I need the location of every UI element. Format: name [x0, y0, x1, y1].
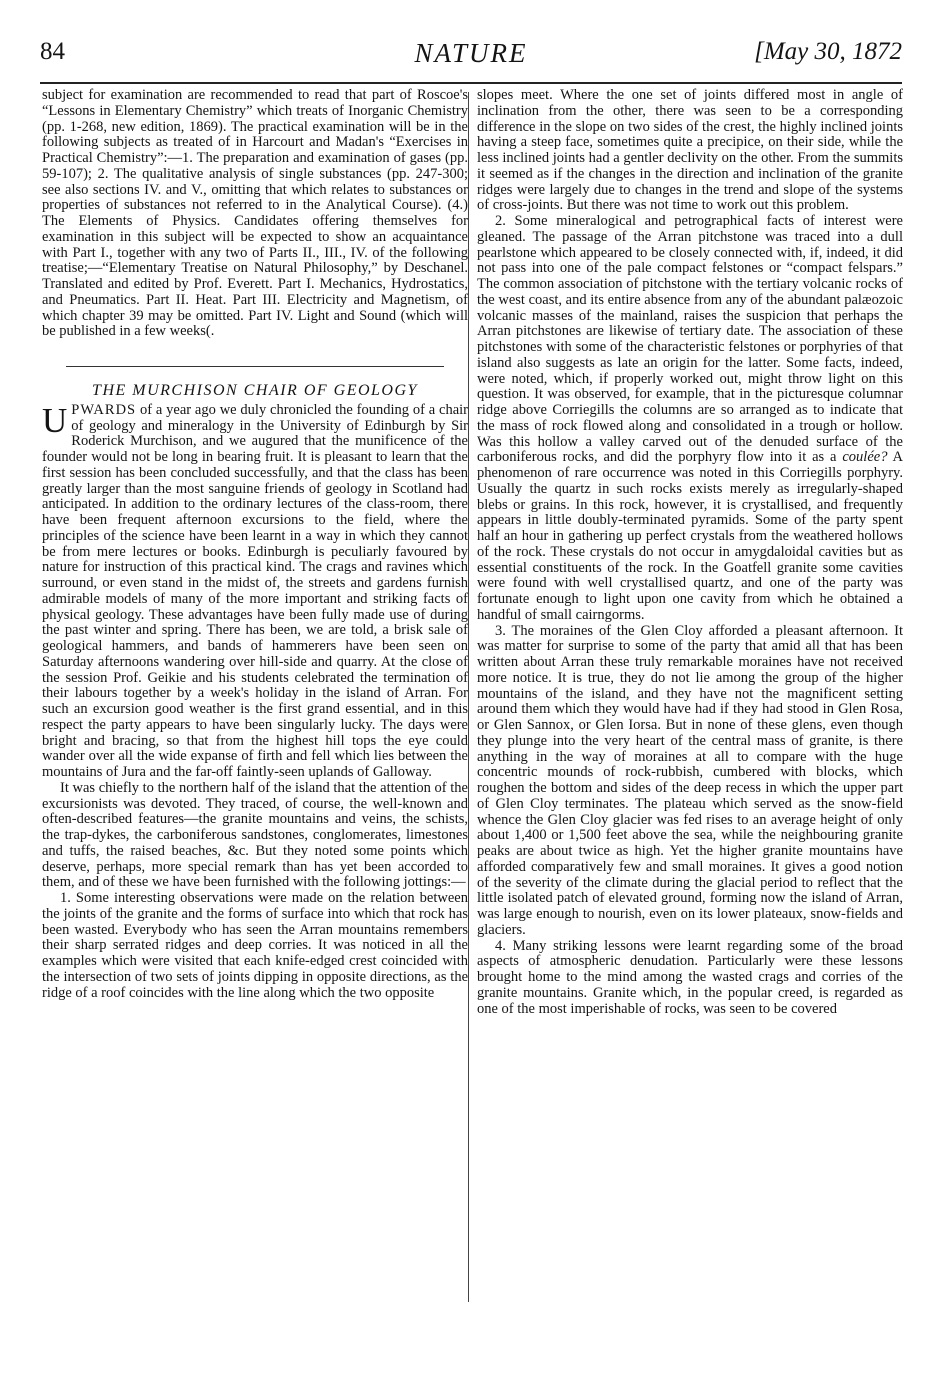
article-paragraph: 1. Some interesting observations were made on the relation between the joints of the granite and the forms of surface into which that rock has been wasted. Everybody who has seen the Arran mountains remembers their sharp serrated ridges and deep corries. It was noticed in all the examples which were visited that each knife-edged crest coincided with the intersection of two sets of joints dipping in opposite directions, as the ridge of a roof coincides with the line along which the two opposite: [42, 890, 468, 1001]
page-header: [40, 38, 902, 78]
section-divider: [66, 366, 444, 367]
article-paragraph: slopes meet. Where the one set of joints differed most in angle of inclination from the other, there was seen to be a corresponding difference in the slope on two sides of the crest, the highly inclined joints having a steep face, sometimes quite a precipice, on their side, while the less inclined joints had a gentler declivity on the other. From the summits it seemed as if the changes in the direction and inclination of the granite ridges were largely due to changes in the trend and slope of the systems of cross-joints. But there was not time to work out this problem.: [477, 87, 903, 214]
continued-paragraph: subject for examination are recommended to read that part of Roscoe's “Lessons in Elementary Chemistry” which treats of Inorganic Chemistry (pp. 1-268, new edition, 1869). The practical examination will be in the following subjects as treated of in Harcourt and Madan's “Exercises in Practical Chemistry”:—1. The preparation and examination of gases (pp. 59-107); 2. The qualitative analysis of single substances (pp. 247-300; see also sections IV. and V., omitting that which relates to substances or properties of substances not referred to in the Analytical Course). (4.) The Elements of Physics. Candidates offering themselves for examination in this subject will be expected to show an acquaintance with Part I., together with any two of Parts II., III., IV. of the following treatise;—“Elementary Treatise on Natural Philosophy,” by Deschanel. Translated and edited by Prof. Everett. Part I. Mechanics, Hydrostatics, and Pneumatics. Part II. Heat. Part III. Electricity and Magnetism, of which chapter 39 may be omitted. Part IV. Light and Sound (which will be published in a few weeks(.: [42, 87, 468, 340]
paragraph-text: A phenomenon of rare occurrence was noted in this Corriegills porphyry. Usually the quartz in such rocks exists merely as irregularly-shaped blebs or grains. In this rock, however, it is crystallised, and frequently appears in little doubly-terminated pyramids. Some of the party spent half an hour in gathering up perfect crystals from the weathered hollows of the rock. These crystals do not occur in amygdaloidal cavities but as essential constituents of the rock. In the Goatfell granite some cavities were found with well crystallised quartz, and one of the party was fortunate enough to light upon one cavity from which he obtained a handful of small cairngorms.: [477, 449, 904, 623]
article-paragraph: 3. The moraines of the Glen Cloy afforded a pleasant afternoon. It was matter for surprise to some of the party that amid all that has been written about Arran these truly remarkable moraines have not received more notice. It is true, they do not lie among the group of the higher mountains of the island, and they have not the magnificent setting around them which they would have had if they had stood in Glen Rosa, or Glen Sannox, or Glen Iorsa. But in none of these glens, even though they plunge into the very heart of the central mass of granite, is there anything in the way of moraines at all to compare with the huge concentric mounds of rock-rubbish, cumbered with blocks, which roughen the bottom and sides of the deep recess in which the upper part of Glen Cloy terminates. The plateau which served as the snow-field whence the Glen Cloy glacier was fed rises to an average height of only about 1,400 or 1,500 feet above the sea, while the neighbouring granite peaks are about twice as high. Yet the higher granite mountains have afforded comparatively few and small moraines. It gives a good notion of the severity of the climate during the glacial period to reflect that the little isolated patch of elevated ground, forming now the island of Arran, was large enough to nourish, even on its lower plateaux, snow-fields and glaciers.: [477, 622, 903, 938]
column-divider: [468, 92, 469, 1302]
journal-title: NATURE: [414, 38, 528, 68]
header-rule: [40, 82, 902, 84]
article-paragraph: It was chiefly to the northern half of the island that the attention of the excursionists was devoted. They traced, of course, the well-known and often-described features—the granite mountains and veins, the schists, the trap-dykes, the carboniferous sandstones, conglomerates, limestones and tuffs, the raised beaches, &c. But they noted some points which deserve, perhaps, more special remark than has yet been accorded to them, and of these we have been furnished with the following jottings:—: [42, 779, 468, 891]
article-title: THE MURCHISON CHAIR OF GEOLOGY: [92, 382, 418, 399]
page-number: 84: [40, 38, 65, 65]
article-lead-paragraph: [42, 400, 468, 781]
italic-term: coulée?: [842, 449, 888, 466]
lead-paragraph-text: of a year ago we duly chronicled the founding of a chair of geology and mineralogy in the University of Edinburgh by Sir Roderick Murchison, and we augured that the munificence of the founder would not be long in bearing fruit. It is pleasant to learn that the first session has been concluded successfully, and that the class has been greatly larger than the most sanguine friends of geology in Scotland had anticipated. In addition to the ordinary lectures of the class-room, there have been frequent afternoon excursions to the field, where the principles of the science have been learnt in a way in which they cannot be from mere lectures or books. Edinburgh is peculiarly favoured by nature for instruction of this practical kind. The crags and ravines which surround, or even stand in the midst of, the streets and gardens furnish admirable models of many of the more important and striking facts of physical geology. These advantages have been fully made use of during the past winter and spring. There has been, we are told, a brisk sale of geological hammers, and bands of hammerers have been seen on Saturday afternoons wandering over hill-side and quarry. At the close of the session Prof. Geikie and his students celebrated the termination of their labours together by a week's holiday in the island of Arran. For such an excursion good weather is the first grand essential, and in this respect the party appears to have been singularly lucky. The days were bright and bracing, so that from the highest hill tops the eye could wander over all the wide expanse of firth and fell which lies between the mountains of Jura and the far-off faintly-seen uplands of Galloway.: [42, 401, 468, 780]
drop-cap: U: [42, 400, 68, 440]
article-paragraph: [477, 214, 903, 624]
lead-small-caps: PWARDS: [71, 401, 137, 418]
right-column: [477, 88, 903, 1017]
issue-date: [May 30, 1872: [754, 38, 902, 65]
article-paragraph: 4. Many striking lessons were learnt regarding some of the broad aspects of atmospheric denudation. Particularly were these lessons brought home to the mind among the wasted crags and corries of the granite mountains. Granite which, in the popular creed, is regarded as one of the most imperishable of rocks, was seen to be covered: [477, 937, 903, 1017]
left-column: [42, 88, 468, 1001]
paragraph-text: 2. Some mineralogical and petrographical facts of interest were gleaned. The passage of the Arran pitchstone was traced into a dull pearlstone which appeared to be closely connected with, if, indeed, it did not pass into one of the pale compact felstones or “compact felspars.” The common association of pitchstone with the tertiary volcanic rocks of the west coast, and its entire absence from any of the abundant palæozoic volcanic masses of the mainland, raises the suspicion that perhaps the Arran pitchstones are likewise of tertiary date. The association of these pitchstones with some of the characteristic felstones or porphyries of that island also suggests as late an origin for the latter. Some facts, indeed, were noted, which, if properly worked out, might throw light on this question. It was observed, for example, that in the picturesque columnar ridge above Corriegills the columns are so arranged as to indicate that the mass of rock flowed along and consolidated in a trough or hollow. Was this hollow a valley carved out of the denuded surface of the carboniferous rocks, and did the porphyry flow into it as a: [477, 213, 903, 466]
